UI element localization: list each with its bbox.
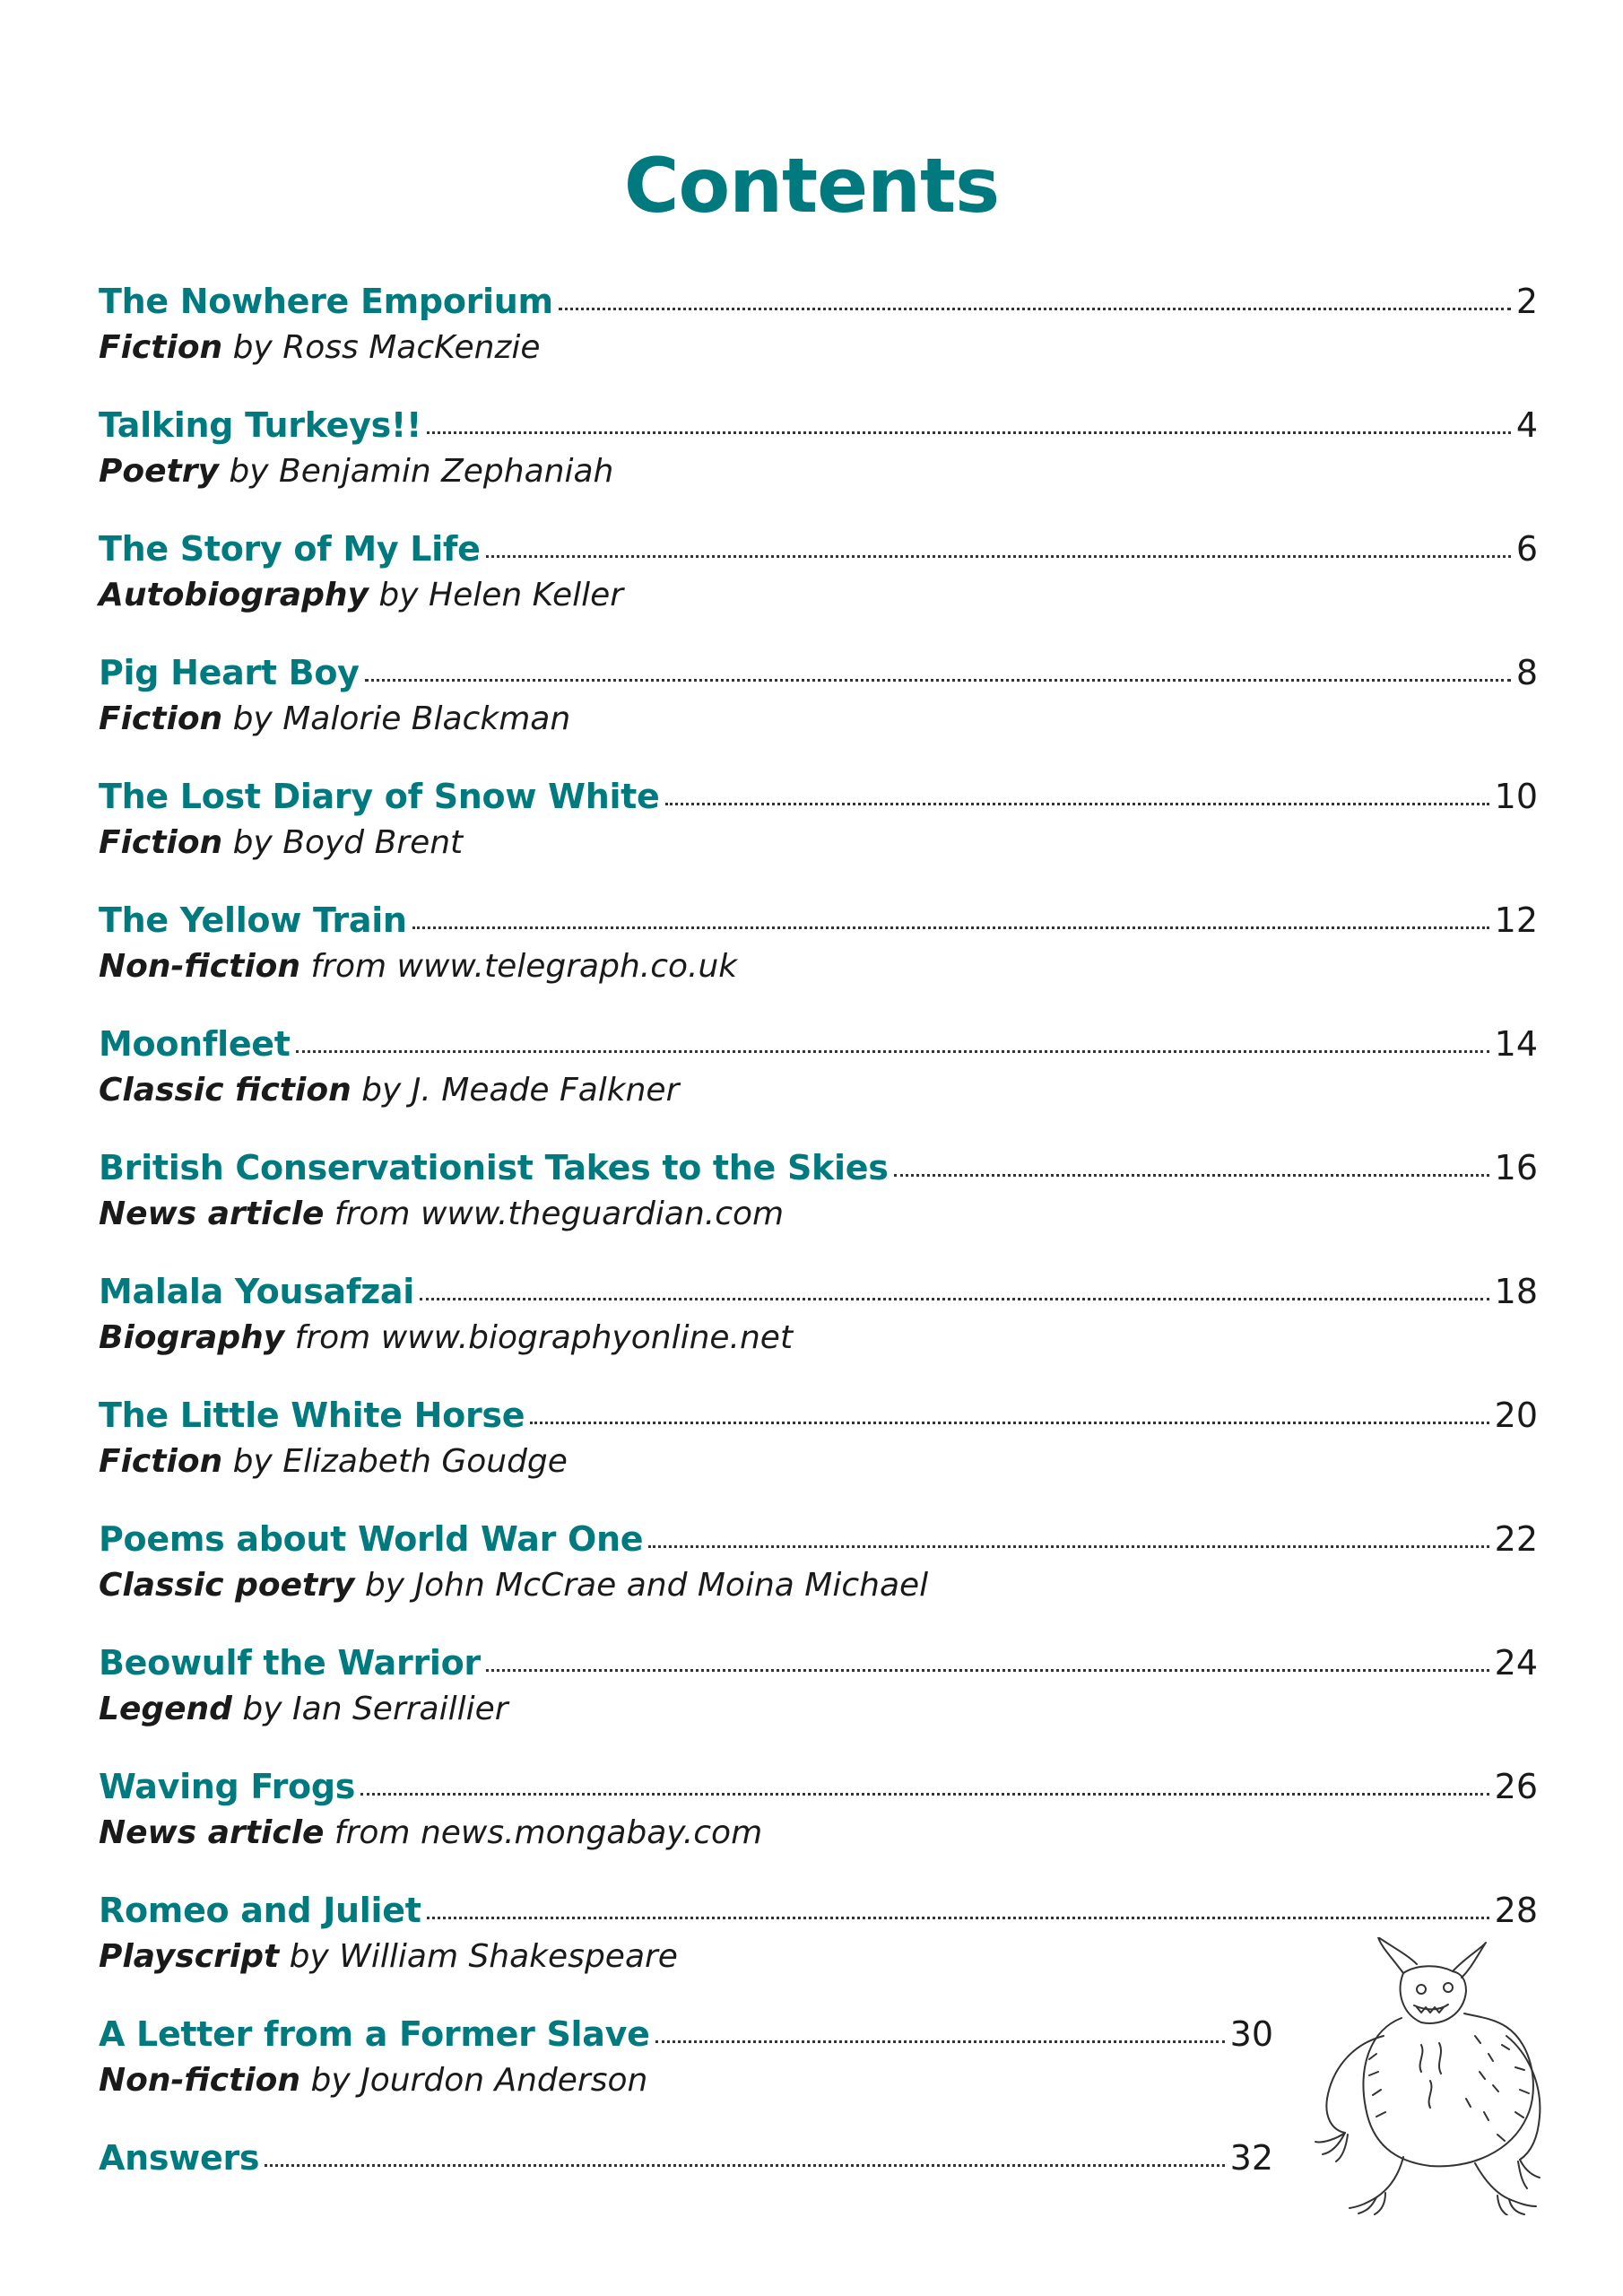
toc-page-number: 12: [1494, 900, 1538, 940]
toc-entry-source: www.biographyonline.net: [380, 1319, 794, 1356]
toc-page-number: 8: [1515, 653, 1538, 692]
toc-entry-genre: News article: [99, 1196, 325, 1232]
toc-entry-connector: from: [334, 1196, 411, 1232]
toc-entry-byline: [99, 1069, 1538, 1112]
toc-page-number: 10: [1494, 777, 1538, 816]
toc-entry-byline: [99, 1564, 1538, 1607]
toc-entry-genre: Classic poetry: [99, 1567, 355, 1604]
toc-entry-connector: from: [294, 1319, 371, 1356]
toc-page-number: 26: [1494, 1767, 1538, 1806]
toc-page-number: 24: [1494, 1643, 1538, 1683]
toc-entry-connector: from: [334, 1814, 411, 1851]
toc-entry-source: Elizabeth Goudge: [282, 1443, 568, 1480]
toc-entry-title[interactable]: A Letter from a Former Slave: [99, 2014, 650, 2054]
toc-entry-row: [99, 1761, 1538, 1812]
dot-leader: [365, 679, 1511, 682]
toc-page-number: 18: [1494, 1272, 1538, 1311]
toc-entry-source: news.mongabay.com: [420, 1814, 763, 1851]
toc-entry-genre: Fiction: [99, 1443, 223, 1480]
toc-page-number: 6: [1515, 529, 1538, 569]
dot-leader: [296, 1050, 1489, 1053]
toc-entry[interactable]: [99, 1761, 1538, 1860]
toc-entry[interactable]: [99, 276, 1538, 375]
toc-entry-byline: [99, 698, 1538, 741]
dot-leader: [412, 926, 1489, 929]
toc-page-number: 4: [1515, 405, 1538, 445]
toc-entry-row: [99, 1019, 1538, 1069]
toc-entry[interactable]: [99, 1143, 1538, 1241]
toc-entry-source: Ian Serraillier: [292, 1691, 508, 1727]
toc-page-number: 30: [1229, 2014, 1273, 2054]
toc-entry-row: [99, 1514, 1538, 1564]
dot-leader: [427, 1917, 1489, 1919]
toc-page-number: 20: [1494, 1396, 1538, 1435]
toc-entry[interactable]: [99, 1514, 1538, 1613]
toc-entry-title[interactable]: Answers: [99, 2138, 260, 2178]
toc-entry-connector: by: [364, 1567, 405, 1604]
dot-leader: [530, 1422, 1488, 1424]
dot-leader: [360, 1793, 1489, 1796]
toc-entry[interactable]: [99, 2009, 1273, 2108]
toc-entry-title[interactable]: Talking Turkeys!!: [99, 405, 421, 445]
toc-entry-source: www.theguardian.com: [420, 1196, 785, 1232]
toc-entry-connector: from: [310, 948, 387, 985]
toc-entry-byline: [99, 1193, 1538, 1236]
toc-entry-title[interactable]: Poems about World War One: [99, 1519, 644, 1559]
toc-page-number: 2: [1515, 282, 1538, 321]
toc-entry-title[interactable]: The Little White Horse: [99, 1396, 525, 1435]
toc-entry-title[interactable]: The Story of My Life: [99, 529, 481, 569]
toc-entry-source: www.telegraph.co.uk: [396, 948, 738, 985]
toc-entry-title[interactable]: Malala Yousafzai: [99, 1272, 414, 1311]
toc-entry-connector: by: [232, 1443, 273, 1480]
toc-entry-title[interactable]: The Lost Diary of Snow White: [99, 777, 660, 816]
toc-entry-title[interactable]: British Conservationist Takes to the Skies: [99, 1148, 889, 1187]
toc-entry-connector: by: [361, 1072, 402, 1109]
toc-entry[interactable]: [99, 1390, 1538, 1489]
toc-entry-row: [99, 276, 1538, 326]
toc-entry-source: John McCrae and Moina Michael: [414, 1567, 929, 1604]
toc-entry-title[interactable]: The Yellow Train: [99, 900, 407, 940]
toc-entry-byline: [99, 574, 1538, 617]
toc-entry-genre: News article: [99, 1814, 325, 1851]
toc-entry[interactable]: [99, 400, 1538, 499]
toc-entry-title[interactable]: Beowulf the Warrior: [99, 1643, 481, 1683]
toc-entry-genre: Fiction: [99, 329, 223, 366]
toc-entry-title[interactable]: Romeo and Juliet: [99, 1891, 421, 1930]
toc-entry-connector: by: [232, 824, 273, 861]
toc-entry-connector: by: [232, 329, 273, 366]
toc-entry-title[interactable]: Moonfleet: [99, 1024, 291, 1064]
toc-entry-title[interactable]: The Nowhere Emporium: [99, 282, 553, 321]
toc-entry-genre: Playscript: [99, 1938, 280, 1975]
toc-entry-byline: [99, 945, 1538, 988]
toc-entry-row: [99, 1390, 1538, 1440]
toc-entry[interactable]: [99, 1266, 1538, 1365]
toc-entry-byline: [99, 822, 1538, 865]
toc-entry-source: William Shakespeare: [339, 1938, 678, 1975]
toc-entry-byline: [99, 1440, 1538, 1483]
toc-entry-row: [99, 1638, 1538, 1688]
toc-entry-row: [99, 895, 1538, 945]
toc-entry-genre: Fiction: [99, 824, 223, 861]
toc-entry-source: Boyd Brent: [282, 824, 464, 861]
toc-entry-source: Ross MacKenzie: [282, 329, 541, 366]
toc-entry[interactable]: [99, 524, 1538, 622]
toc-entry-genre: Legend: [99, 1691, 232, 1727]
toc-entry-byline: [99, 1688, 1538, 1731]
toc-entry-genre: Non-fiction: [99, 948, 301, 985]
toc-entry-row: [99, 1143, 1538, 1193]
toc-entry[interactable]: [99, 1019, 1538, 1118]
toc-entry-title[interactable]: Waving Frogs: [99, 1767, 356, 1806]
toc-entry[interactable]: [99, 648, 1538, 746]
toc-entry-row: [99, 400, 1538, 450]
toc-page-number: 22: [1494, 1519, 1538, 1559]
dot-leader: [427, 431, 1511, 434]
toc-entry[interactable]: [99, 895, 1538, 994]
toc-entry[interactable]: [99, 771, 1538, 870]
toc-entry-byline: [99, 2059, 1273, 2102]
dot-leader: [486, 555, 1511, 558]
toc-page-number: 14: [1494, 1024, 1538, 1064]
toc-entry-row: [99, 1885, 1538, 1935]
toc-entry-connector: by: [378, 577, 419, 613]
toc-entry-genre: Biography: [99, 1319, 285, 1356]
toc-entry-row: [99, 2009, 1273, 2059]
toc-entry-genre: Non-fiction: [99, 2062, 301, 2099]
toc-entry-byline: [99, 1812, 1538, 1855]
toc-entry-source: Helen Keller: [429, 577, 624, 613]
toc-entry-connector: by: [310, 2062, 351, 2099]
toc-entry-row: [99, 524, 1538, 574]
toc-entry-byline: [99, 450, 1538, 493]
toc-entry-row: [99, 771, 1538, 822]
toc-entry-genre: Classic fiction: [99, 1072, 352, 1109]
toc-entry-source: Jourdon Anderson: [360, 2062, 648, 2099]
page-title: Contents: [623, 142, 1000, 230]
toc-entry-source: Malorie Blackman: [282, 700, 571, 737]
toc-entry-genre: Autobiography: [99, 577, 369, 613]
dot-leader: [420, 1298, 1489, 1300]
toc-page-number: 32: [1229, 2138, 1273, 2178]
toc-entry[interactable]: [99, 1638, 1538, 1736]
dot-leader: [894, 1174, 1489, 1177]
toc-entry-title[interactable]: Pig Heart Boy: [99, 653, 360, 692]
toc-entry-genre: Poetry: [99, 453, 219, 490]
dot-leader: [559, 308, 1511, 310]
toc-page-number: 28: [1494, 1891, 1538, 1930]
toc-entry-genre: Fiction: [99, 700, 223, 737]
toc-entry-byline: [99, 326, 1538, 370]
toc-entry-connector: by: [242, 1691, 282, 1727]
toc-page-number: 16: [1494, 1148, 1538, 1187]
creature-illustration: [1296, 1937, 1556, 2215]
dot-leader: [265, 2164, 1224, 2167]
toc-entry-connector: by: [229, 453, 269, 490]
toc-entry-row: [99, 2133, 1273, 2183]
toc-entry-source: Benjamin Zephaniah: [279, 453, 614, 490]
toc-entry-row: [99, 1266, 1538, 1317]
dot-leader: [655, 2040, 1225, 2043]
toc-entry-connector: by: [232, 700, 273, 737]
toc-entry-connector: by: [289, 1938, 329, 1975]
toc-entry-row: [99, 648, 1538, 698]
toc-entry-source: J. Meade Falkner: [411, 1072, 680, 1109]
dot-leader: [648, 1545, 1488, 1548]
toc-entry[interactable]: [99, 2133, 1273, 2231]
dot-leader: [486, 1669, 1489, 1672]
dot-leader: [665, 803, 1489, 805]
toc-entry-byline: [99, 1317, 1538, 1360]
